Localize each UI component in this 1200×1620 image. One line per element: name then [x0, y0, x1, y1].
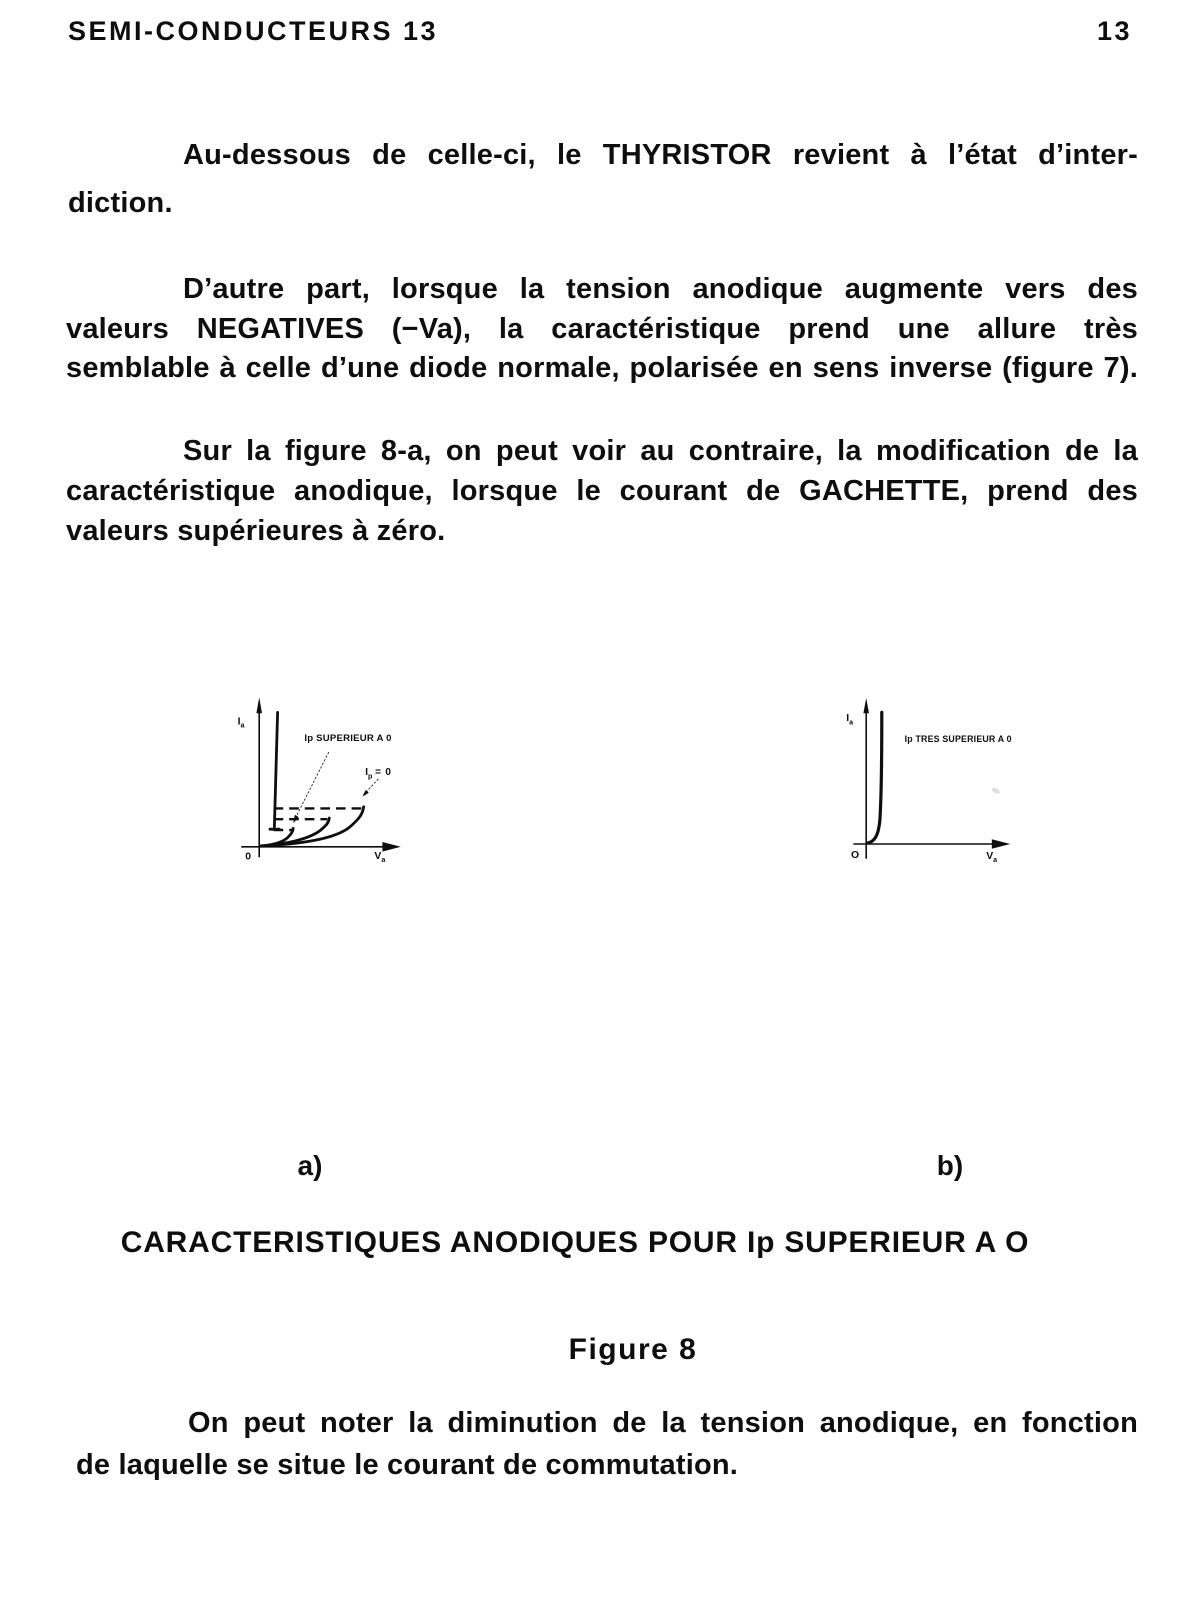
paragraph-3-line-3: valeurs supérieures à zéro.	[66, 515, 446, 547]
on-state-curve	[274, 712, 277, 826]
annotation-arrowhead-ip0	[362, 790, 368, 797]
figure-8b-plot	[650, 690, 1200, 1150]
x-axis-label: $V_a$	[374, 850, 386, 865]
label-ip-superieur: Ip SUPERIEUR A 0	[304, 732, 392, 744]
x-axis-label: $V_a$	[986, 850, 998, 865]
figure-8a-plot	[60, 690, 620, 1150]
origin-label: O	[851, 850, 860, 861]
conduction-curve	[867, 712, 882, 843]
figure-number: Figure 8	[568, 1333, 698, 1366]
x-axis-arrow-icon	[992, 839, 1010, 849]
paragraph-3-line-1: Sur la figure 8-a, on peut voir au contraire, la modification de la	[183, 435, 1138, 467]
y-axis-label: $I_a$	[846, 713, 854, 727]
label-ip-tres-superieur: Ip TRES SUPERIEUR A 0	[904, 734, 1012, 744]
page-number: 13	[1096, 16, 1132, 46]
paragraph-1-line-1: Au-dessous de celle-ci, le THYRISTOR revient à l’état d’inter-	[183, 139, 1138, 171]
paragraph-4-line-2: de laquelle se situe le courant de commutation.	[76, 1449, 739, 1481]
paragraph-1-line-2: diction.	[68, 187, 173, 219]
paragraph-4-line-1: On peut noter la diminution de la tension anodique, en fonction	[188, 1407, 1138, 1439]
page-header-title: SEMI-CONDUCTEURS 13	[68, 16, 439, 46]
paragraph-2-line-1: D’autre part, lorsque la tension anodique augmente vers des	[183, 273, 1138, 305]
paragraph-2-line-2: valeurs NEGATIVES (−Va), la caractéristique prend une allure très	[66, 313, 1138, 345]
y-axis-arrow-icon	[863, 698, 869, 713]
y-axis-label: $I_a$	[237, 716, 245, 730]
y-axis-arrow-icon	[256, 697, 262, 713]
subfigure-b-caption: b)	[936, 1150, 964, 1181]
scan-smudge	[991, 787, 1001, 795]
paragraph-3-line-2: caractéristique anodique, lorsque le courant de GACHETTE, prend des	[66, 475, 1138, 507]
label-ip-equals-0: $I_p = 0$	[365, 766, 392, 781]
origin-label: 0	[245, 851, 251, 863]
x-axis-arrow-icon	[382, 842, 400, 852]
curve-ip-small	[260, 818, 329, 846]
subfigure-a-caption: a)	[297, 1150, 323, 1181]
paragraph-2-line-3: semblable à celle d’une diode normale, polarisée en sens inverse (figure 7).	[66, 352, 1138, 384]
figure-title: CARACTERISTIQUES ANODIQUES POUR Ip SUPERIEUR A O	[120, 1226, 1030, 1259]
